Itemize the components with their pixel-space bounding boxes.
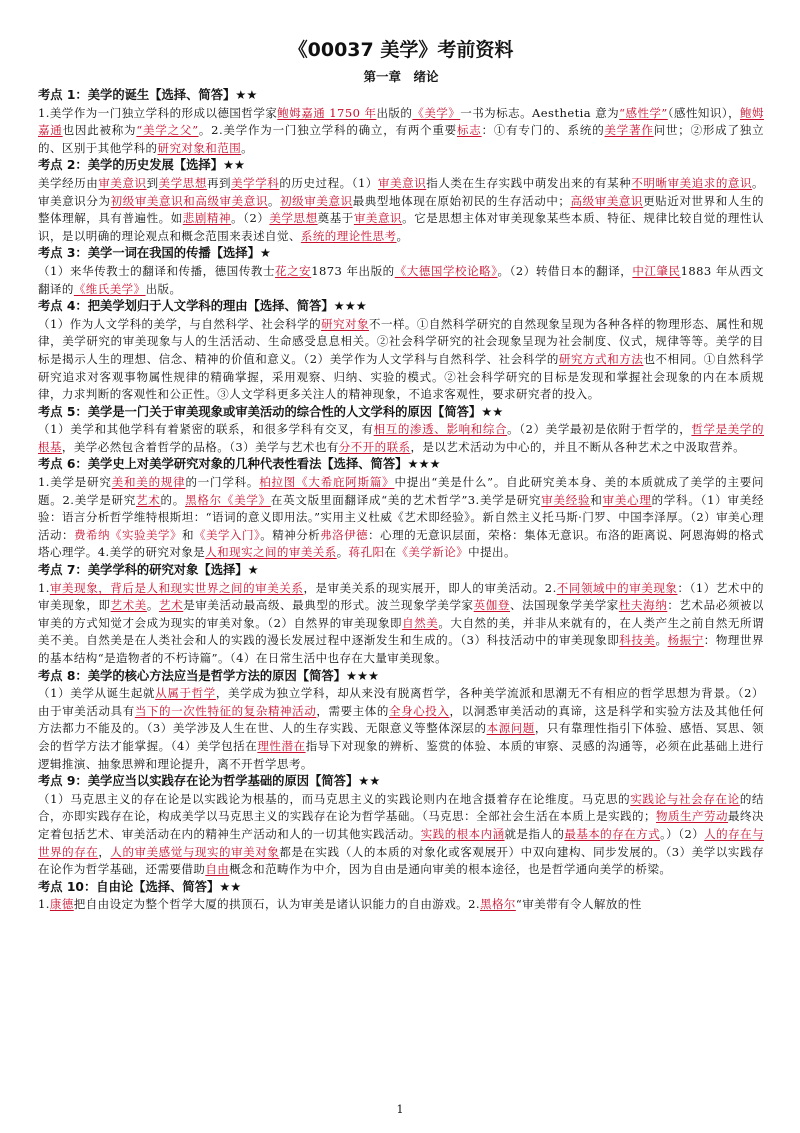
body-text: ：艺术品必须被以审美的方式知觉才会成为现实的审美对象。（2）自然界的审美现象即: [38, 598, 764, 630]
highlighted-term: 当下的一次性特征的复杂精神活动: [134, 703, 317, 718]
section-9: [38, 773, 764, 879]
body-text: 。（2）转借日本的翻译，: [497, 263, 633, 278]
highlighted-term: 艺术美: [110, 598, 147, 613]
highlighted-term: “感性学”: [619, 105, 668, 120]
section-heading: 考点 2：美学的历史发展【选择】★★: [38, 158, 246, 173]
highlighted-term: 研究对象和范围: [157, 140, 242, 155]
body-text: 。: [267, 193, 281, 208]
body-text: ，以洞悉审美活动的真谛，这是科学和实验方法及其他任何方法都力不能及的。（3）美学涉及人生在世、人的生存实践、无限意义等整体深层的: [38, 703, 765, 736]
section-body: [38, 685, 764, 773]
highlighted-term: 理性潜在: [257, 738, 306, 753]
section-body: [38, 421, 764, 456]
emphasized-term: 蒋孔阳: [348, 545, 385, 560]
body-text: 。: [146, 598, 160, 613]
body-text: 概念和范畴作为中介，因为自由是通向审美的根本途径，也是哲学通向美学的桥梁。: [229, 862, 672, 877]
body-text: （1）来华传教士的翻译和传播，德国传教士: [38, 263, 276, 278]
body-text: 1.美学是研究: [38, 475, 112, 490]
section-body: [38, 175, 764, 245]
highlighted-term: 最基本的存在方式: [564, 826, 661, 841]
body-text: ：物理世界的基本结构“是造物者的不朽诗篇”。（4）在日常生活中也存在大量审美现象。: [38, 633, 764, 665]
section-body: [38, 474, 764, 562]
body-text: 在: [384, 545, 397, 560]
body-text: ，是审美关系的现实展开，即人的审美活动。2.: [303, 580, 557, 595]
body-text: 问世；②形成了独立的、区别于其他学科的: [38, 123, 765, 155]
body-text: 在英文版里面翻译成“美的艺术哲学”3.美学是研究: [270, 492, 542, 507]
body-text: （1）马克思主义的存在论是以实践论为根基的，而马克思主义的实践论则内在地含摄着存在论维度。马克思的: [38, 791, 631, 806]
section-body: [38, 316, 764, 404]
body-text: 也因此被称为: [62, 123, 137, 138]
highlighted-term: 康德: [49, 897, 74, 912]
highlighted-term: 鲍姆嘉通: [38, 105, 764, 138]
body-text: 。）（2）: [660, 826, 705, 841]
body-text: 出版的: [376, 105, 413, 120]
highlighted-term: 全身心投入: [389, 703, 450, 718]
body-text: 。大自然的美，并非从来就有的，在人类产生之前自然无所谓美不美。自然美是在人类社会和人的实践的漫长发展过程中逐渐发生和生成的。（3）科技活动中的审美现象即: [38, 615, 764, 648]
body-text: 最典型地体现在原始初民的生存活动中；: [352, 193, 571, 208]
section-7: [38, 562, 764, 668]
body-text: 不一样。①自然科学研究的自然现象呈现为各种各样的物理形态、属性和规律，美学研究的审美现象与人的生活活动、生命感受息息相关。②社会科学研究的社会现象呈现为社会制度、仪式，规律等等。美学的目标是揭示人生的理想、信念、精神的价值和意义。（2）美学作为人文学科与自然科学、社会科学的: [38, 316, 764, 366]
body-text: 、法国现象学美学家: [509, 598, 619, 613]
body-text: 一书为标志。Aesthetia 意为: [460, 105, 620, 120]
highlighted-term: 《维氏美学》: [73, 281, 146, 296]
section-heading: 考点 1：美学的诞生【选择、简答】★★: [38, 88, 258, 102]
highlighted-term: 悲剧精神: [182, 211, 232, 226]
highlighted-term: 英伽登: [473, 598, 510, 613]
highlighted-term: 《美学》: [412, 105, 461, 120]
body-text: 的一门学科。: [185, 475, 260, 490]
body-text: 更贴近对世界和人生的整体理解，具有普遍性。如: [38, 193, 765, 226]
highlighted-term: 美学学科: [231, 175, 280, 190]
body-text: 。2.美学作为一门独立学科的确立，有两个重要: [198, 123, 457, 138]
chapter-heading: 第一章 绪论: [363, 69, 439, 84]
document-page: [38, 38, 764, 914]
sections-container: [38, 87, 764, 914]
body-text: 中提出。: [468, 545, 516, 560]
body-text: ：①有专门的、系统的: [481, 123, 605, 138]
body-text: 。: [655, 633, 668, 648]
highlighted-term: 审美现象，背后是人和现实世界之间的审美关系: [49, 580, 304, 595]
highlighted-term: 杜夫海纳: [618, 598, 668, 613]
body-text: 。审美意识分为: [38, 175, 764, 208]
section-heading: 考点 3：美学一词在我国的传播【选择】★: [38, 246, 271, 261]
highlighted-term: 标志: [456, 123, 482, 138]
highlighted-term: 从属于哲学: [155, 686, 216, 701]
highlighted-term: 研究对象: [321, 316, 369, 331]
body-text: 。它是思想主体对审美现象某些本质、特征、规律比较自觉的理性认识，是以明确的理论观点和概念范围来表述自觉、: [38, 211, 764, 243]
highlighted-term: 审美经验: [541, 492, 591, 507]
highlighted-term: 系统的理论性思考: [300, 228, 397, 243]
highlighted-term: 黑格尔: [480, 897, 516, 912]
body-text: 的。: [160, 492, 186, 507]
section-4: [38, 298, 764, 404]
highlighted-term: 初级审美意识和高级审美意识: [110, 193, 268, 208]
body-text: 把自由设定为整个哲学大厦的拱顶石，认为审美是诸认识能力的自由游戏。2.: [73, 897, 480, 912]
highlighted-term: 鲍姆嘉通 1750 年: [277, 105, 377, 120]
section-body: [38, 263, 764, 298]
highlighted-term: 柏拉图《大希庇阿斯篇》: [259, 475, 395, 490]
highlighted-term: 美学思想: [158, 175, 207, 190]
highlighted-term: 实践的根本内涵: [420, 826, 505, 841]
body-text: 指导下对现象的辨析、鉴赏的体验、本质的审察、灵感的沟通等，必须在此基础上进行逻辑推演、抽象思辨和理论提升，离不开哲学思考。: [38, 738, 764, 771]
body-text: （1）美学从诞生起就: [38, 686, 156, 701]
body-text: 都是在实践（人的本质的对象化或客观展开）中双向建构、同步发展的。（3）美学以实践存在论作为哲学基础，还需要借助: [38, 844, 765, 877]
body-text: 。（2）美学最初是依附于哲学的，: [507, 422, 692, 437]
body-text: （1）作为人文学科的美学，与自然科学、社会科学的: [38, 316, 322, 331]
highlighted-term: 不同领域中的审美现象: [556, 580, 678, 595]
body-text: 。精神分析: [260, 527, 321, 542]
section-1: [38, 87, 764, 157]
body-text: 是审美活动最高级、最典型的形式。波兰现象学美学家: [183, 598, 474, 613]
emphasized-term: 《美学入门》: [193, 527, 261, 542]
body-text: 1873 年出版的: [311, 263, 395, 278]
body-text: ，: [98, 844, 111, 859]
body-text: 到: [146, 175, 159, 190]
section-8: [38, 668, 764, 774]
body-text: 就是指人的: [504, 826, 565, 841]
highlighted-term: 本源问题: [486, 721, 535, 736]
body-text: 1.: [38, 897, 50, 912]
highlighted-term: “美学之父”: [136, 123, 199, 138]
highlighted-term: 物质生产劳动: [656, 809, 729, 824]
body-text: 再到: [206, 175, 232, 190]
body-text: ：心理的无意识层面，荣格：集体无意识。布洛的距离说、阿恩海姆的格式塔心理学。4.美学的研究对象是: [38, 527, 764, 560]
body-text: ：（1）艺术中的审美现象，即: [38, 580, 764, 613]
section-heading: 考点 9：美学应当以实践存在论为哲学基础的原因【简答】★★: [38, 774, 381, 789]
section-6: [38, 456, 764, 562]
body-text: 的历史过程。（1）: [279, 175, 378, 190]
emphasized-term: 弗洛伊德: [320, 527, 369, 542]
body-text: 。: [396, 228, 409, 243]
body-text: 出版。: [145, 281, 182, 296]
body-text: 的学科。（1）审美经验：语言分析哲学维特根斯坦：“语词的意义即用法。”实用主义杜威《艺术即经验》。新自然主义托马斯·门罗、中国李泽厚。（2）审美心理活动：: [38, 492, 764, 542]
section-5: [38, 404, 764, 457]
highlighted-term: 杨振宁: [667, 633, 704, 648]
section-heading: 考点 10：自由论【选择、简答】★★: [38, 879, 242, 894]
highlighted-term: 相互的渗透、影响和综合: [373, 422, 508, 437]
highlighted-term: 花之安: [275, 263, 312, 278]
body-text: 指人类在生存实践中萌发出来的有某种: [426, 175, 632, 190]
body-text: 的结合，亦即实践存在论，构成美学以马克思主义的实践存在论为哲学基础。（马克思：全部社会生活在本质上是实践的；: [38, 791, 764, 824]
highlighted-term: 审美心理: [602, 492, 652, 507]
highlighted-term: 自由: [205, 862, 230, 877]
document-title: 《00037 美学》考前资料: [288, 39, 514, 61]
body-text: 1.美学作为一门独立学科的形成以德国哲学家: [38, 105, 278, 120]
highlighted-term: 人的审美感觉与现实的审美对象: [110, 844, 280, 859]
section-body: [38, 105, 764, 158]
body-text: ，需要主体的: [316, 703, 389, 718]
body-text: ，是以艺术活动为中心的，并且不断从各种艺术之中汲取营养。: [410, 439, 746, 454]
section-heading: 考点 6：美学史上对美学研究对象的几种代表性看法【选择、简答】★★★: [38, 457, 441, 472]
highlighted-term: 黑格尔《美学》: [185, 492, 271, 507]
highlighted-term: 分不开的联系: [338, 439, 411, 454]
highlighted-term: 审美意识: [353, 211, 403, 226]
body-text: 。（2）: [231, 211, 270, 226]
section-body: [38, 791, 764, 879]
body-text: 奠基于: [317, 211, 354, 226]
body-text: 也不相同。①自然科学研究追求对客观事物属性规律的精确掌握，采用观察、归纳、实验的模式。②社会科学研究的目标是发现和掌握社会现象的内在本质规律，力求判断的客观性和公正性。③人文学科更多关注人的精神现象，不追求客观性，要求研究者的投入。: [38, 351, 764, 402]
section-heading: 考点 7：美学学科的研究对象【选择】★: [38, 563, 259, 578]
section-3: [38, 245, 764, 298]
section-heading: 考点 4：把美学划归于人文学科的理由【选择、简答】★★★: [38, 299, 367, 314]
section-heading: 考点 5：美学是一门关于审美现象或审美活动的综合性的人文学科的原因【简答】★★: [38, 404, 504, 419]
body-text: ，只有靠理性指引下体验、感悟、冥思、领会的哲学方法才能掌握。（4）美学包括在: [38, 721, 764, 753]
section-10: [38, 879, 764, 914]
body-text: 。: [241, 140, 254, 155]
highlighted-term: 艺术: [159, 598, 184, 613]
highlighted-term: 艺术: [136, 492, 161, 507]
highlighted-term: 《大德国学校论略》: [394, 263, 498, 278]
body-text: ，美学成为独立学科，却从来没有脱离哲学，各种美学流派和思潮无不有相应的哲学思想为背景。（2）由于审美活动具有: [38, 686, 765, 718]
section-body: [38, 580, 764, 668]
page-number: 1: [396, 1103, 404, 1116]
body-text: 和: [181, 527, 194, 542]
body-text: （感性知识），: [667, 105, 741, 120]
body-text: （1）美学和其他学科有着紧密的联系，和很多学科有交叉，有: [38, 422, 374, 437]
highlighted-term: 研究方式和方法: [558, 351, 644, 366]
highlighted-term: 科技美: [619, 633, 656, 648]
body-text: ，美学必然包含着哲学的品格。（3）美学与艺术也有: [61, 439, 339, 454]
emphasized-term: 费希纳《实验美学》: [74, 527, 182, 542]
highlighted-term: 审美意识: [378, 175, 427, 190]
body-text: 1883 年从西文翻译的: [38, 263, 764, 296]
highlighted-term: 人和现实之间的审美关系: [205, 545, 337, 560]
body-text: 和: [590, 492, 603, 507]
emphasized-term: 《美学新论》: [396, 545, 469, 560]
highlighted-term: 不明晰审美追求的意识: [631, 175, 753, 190]
highlighted-term: 人的存在与世界的存在: [38, 826, 765, 859]
highlighted-term: 高级审美意识: [570, 193, 644, 208]
body-text: “审美带有令人解放的性: [515, 897, 642, 912]
body-text: 美学经历由: [38, 175, 99, 190]
highlighted-term: 哲学是美学的根基: [38, 422, 765, 454]
highlighted-term: 美学思想: [269, 211, 318, 226]
highlighted-term: 中江肇民: [632, 263, 681, 278]
highlighted-term: 审美意识: [98, 175, 147, 190]
section-body: [38, 896, 764, 914]
body-text: 1.: [38, 580, 50, 595]
highlighted-term: 美学著作: [604, 123, 654, 138]
body-text: 中提出“美是什么”。自此研究美本身、美的本质就成了美学的主要问题。2.美学是研究: [38, 475, 764, 507]
body-text: 最终决定着包括艺术、审美活动在内的精神生产活动和人的一切其他实践活动。: [38, 809, 764, 841]
body-text: 。: [336, 545, 349, 560]
highlighted-term: 自然美: [402, 615, 439, 630]
highlighted-term: 实践论与社会存在论: [630, 791, 740, 806]
highlighted-term: 初级审美意识: [280, 193, 353, 208]
section-heading: 考点 8：美学的核心方法应当是哲学方法的原因【简答】★★★: [38, 668, 380, 683]
highlighted-term: 美和美的规律: [111, 475, 186, 490]
section-2: [38, 157, 764, 245]
